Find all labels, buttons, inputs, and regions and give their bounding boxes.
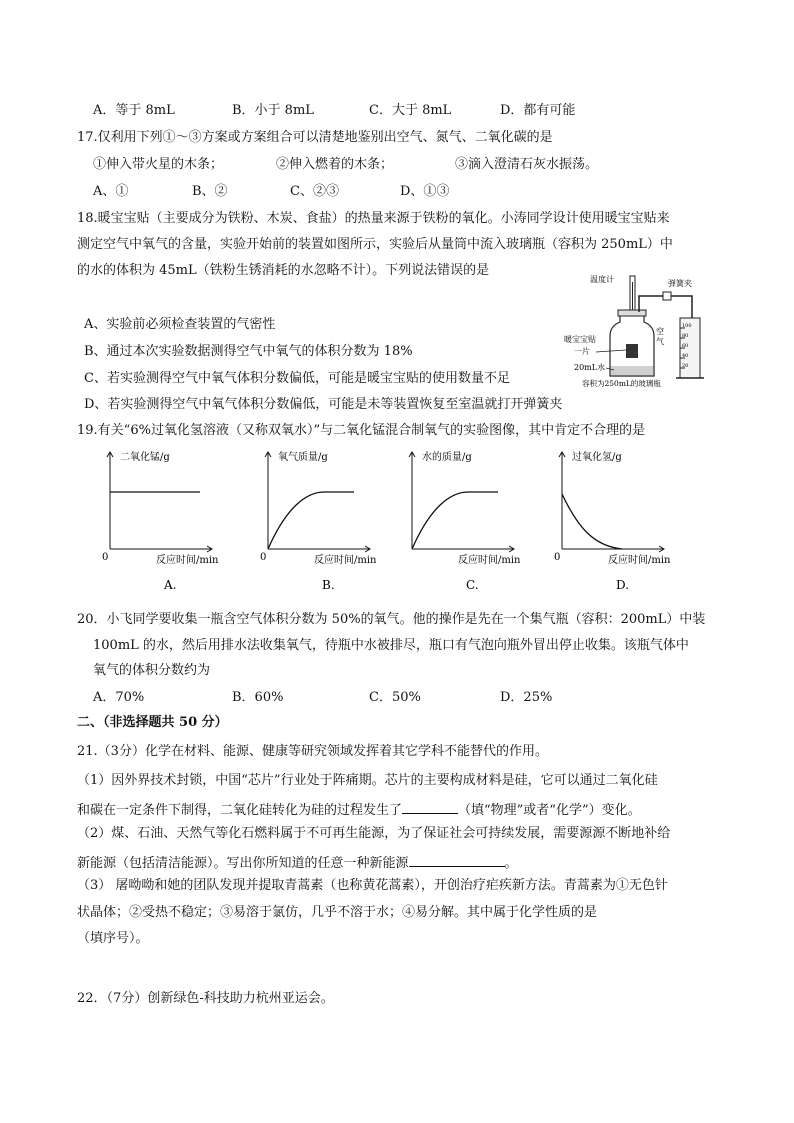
- q20-option-b: B．60%: [232, 690, 284, 705]
- q17-method-3: ③滴入澄清石灰水振荡。: [455, 157, 599, 172]
- q21-part2-text-a: 新能源（包括清洁能源）。写出你所知道的任意一种新能源: [77, 856, 409, 871]
- q20-option-a: A．70%: [93, 690, 145, 705]
- q19-graph-3: [402, 446, 532, 596]
- q16-option-c: C．大于 8mL: [369, 103, 452, 118]
- x-axis-label: 反应时间/min: [314, 555, 377, 566]
- air-label-2: 气: [656, 337, 664, 346]
- q21-part2-line1: （2）煤、石油、天然气等化石燃料属于不可再生能源，为了保证社会可持续发展，需要源源不断地补给: [77, 826, 671, 841]
- warmer-label: 暖宝宝贴: [564, 335, 596, 344]
- q18-apparatus-figure: [562, 270, 722, 392]
- q16-option-a: A．等于 8mL: [93, 103, 175, 118]
- q19-graph-svg: [402, 446, 532, 596]
- q17-stem: 17.仅利用下列①～③方案或方案组合可以清楚地鉴别出空气、氮气、二氧化碳的是: [77, 130, 553, 145]
- air-label: 空: [656, 327, 664, 336]
- graph-letter: A.: [164, 578, 177, 592]
- section-2-title: 二、（非选择题共 50 分）: [77, 715, 228, 730]
- q19-graph-svg: [100, 446, 230, 596]
- q21-stem: 21.（3分）化学在材料、能源、健康等研究领域发挥着其它学科不能替代的作用。: [77, 744, 548, 759]
- q17-method-2: ②伸入燃着的木条；: [276, 157, 394, 172]
- x-axis-label: 反应时间/min: [156, 555, 219, 566]
- q20-line-3: 氧气的体积分数约为: [93, 663, 211, 678]
- q20-option-c: C．50%: [369, 690, 421, 705]
- q21-part1-line2: [77, 799, 641, 820]
- q21-part1-text-b: （填“物理”或者“化学”）变化。: [458, 803, 641, 818]
- q21-part2-text-b: 。: [504, 856, 518, 871]
- q19-graph-1: [100, 446, 230, 596]
- y-axis-label: 过氧化氢/g: [572, 452, 622, 463]
- y-axis-label: 二氧化锰/g: [120, 452, 170, 463]
- scale-label: 40: [682, 353, 689, 359]
- q22-stem: 22．（7分）创新绿色-科技助力杭州亚运会。: [77, 991, 334, 1006]
- q20-option-d: D．25%: [500, 690, 553, 705]
- q19-graph-svg: [552, 446, 682, 596]
- q18-option-a: A、实验前必须检查装置的气密性: [84, 317, 276, 332]
- scale-label: 20: [682, 363, 689, 369]
- origin-label: 0: [554, 552, 561, 563]
- spring-clamp-icon: [663, 292, 671, 300]
- q18-option-c: C、若实验测得空气中氧气体积分数偏低，可能是暖宝宝贴的使用数量不足: [84, 371, 510, 386]
- q18-line-2: 测定空气中氧气的含量，实验开始前的装置如图所示，实验后从量筒中流入玻璃瓶（容积为 250mL）中: [77, 237, 673, 252]
- q21-part2-line2: [77, 852, 518, 873]
- clamp-label: 弹簧夹: [668, 279, 692, 288]
- q17-option-a: A、①: [93, 184, 129, 199]
- q21-part3-line2: 状晶体；②受热不稳定；③易溶于氯仿，几乎不溶于水；④易分解。其中属于化学性质的是: [77, 905, 598, 920]
- q21-part3-line3: （填序号）。: [77, 931, 149, 946]
- graph-letter: B.: [322, 578, 335, 592]
- q21-part3-line1: （3） 屠呦呦和她的团队发现并提取青蒿素（也称黄花蒿素），开创治疗疟疾新方法。青蒿素为①无色针: [77, 878, 668, 893]
- graph-letter: D.: [616, 578, 630, 592]
- data-curve: [268, 492, 354, 549]
- q17-method-1: ①伸入带火星的木条；: [93, 157, 224, 172]
- q17-option-c: C、②③: [290, 184, 339, 199]
- q18-line-1: 18.暖宝宝贴（主要成分为铁粉、木炭、食盐）的热量来源于铁粉的氧化。小涛同学设计使用暖宝宝贴来: [77, 211, 670, 226]
- data-curve: [412, 492, 498, 549]
- bottle-caption: 容积为250mL的玻璃瓶: [582, 379, 661, 388]
- q21-part1-text-a: 和碳在一定条件下制得，二氧化硅转化为硅的过程发生了: [77, 803, 403, 818]
- q21-part1-answer-blank[interactable]: [402, 799, 458, 814]
- water-layer: [611, 366, 653, 375]
- q18-option-d: D、若实验测得空气中氧气体积分数偏低，可能是未等装置恢复至室温就打开弹簧夹: [84, 397, 563, 412]
- graph-letter: C.: [466, 578, 479, 592]
- q16-option-d: D．都有可能: [500, 103, 576, 118]
- x-axis-label: 反应时间/min: [608, 555, 671, 566]
- q16-option-b: B．小于 8mL: [232, 103, 314, 118]
- warmer-patch-icon: [626, 344, 638, 358]
- scale-label: 100: [682, 323, 692, 329]
- warmer-count-label: 一片: [574, 347, 590, 356]
- thermometer-label: 温度计: [590, 275, 614, 284]
- q19-graph-4: [552, 446, 682, 596]
- water-label: 20mL水: [574, 363, 606, 372]
- q20-line-2: 100mL 的水，然后用排水法收集氧气，待瓶中水被排尽，瓶口有气泡向瓶外冒出停止收集。该瓶气体中: [93, 638, 689, 653]
- q20-line-1: 20．小飞同学要收集一瓶含空气体积分数为 50%的氧气。他的操作是先在一个集气瓶（容积：200mL）中装: [77, 612, 706, 627]
- q19-graph-svg: [258, 446, 388, 596]
- q18-option-b: B、通过本次实验数据测得空气中氧气的体积分数为 18%: [84, 344, 413, 359]
- q19-stem: 19.有关“6%过氧化氢溶液（又称双氧水）”与二氧化锰混合制氧气的实验图像，其中肯定不合理的是: [77, 423, 646, 438]
- q21-part1-line1: （1）因外界技术封锁，中国“芯片”行业处于阵痛期。芯片的主要构成材料是硅，它可以通过二氧化硅: [77, 773, 658, 788]
- y-axis-label: 氧气质量/g: [278, 452, 328, 463]
- q19-graph-2: [258, 446, 388, 596]
- q17-option-d: D、①③: [400, 184, 450, 199]
- x-axis-label: 反应时间/min: [458, 555, 521, 566]
- data-curve: [562, 494, 622, 549]
- y-axis-label: 水的质量/g: [422, 452, 472, 463]
- origin-label: 0: [260, 552, 267, 563]
- q17-option-b: B、②: [192, 184, 228, 199]
- scale-label: 60: [682, 343, 689, 349]
- q18-line-3: 的水的体积为 45mL（铁粉生锈消耗的水忽略不计）。下列说法错误的是: [77, 263, 490, 278]
- origin-label: 0: [102, 552, 109, 563]
- q21-part2-answer-blank[interactable]: [409, 852, 505, 867]
- scale-label: 80: [682, 333, 689, 339]
